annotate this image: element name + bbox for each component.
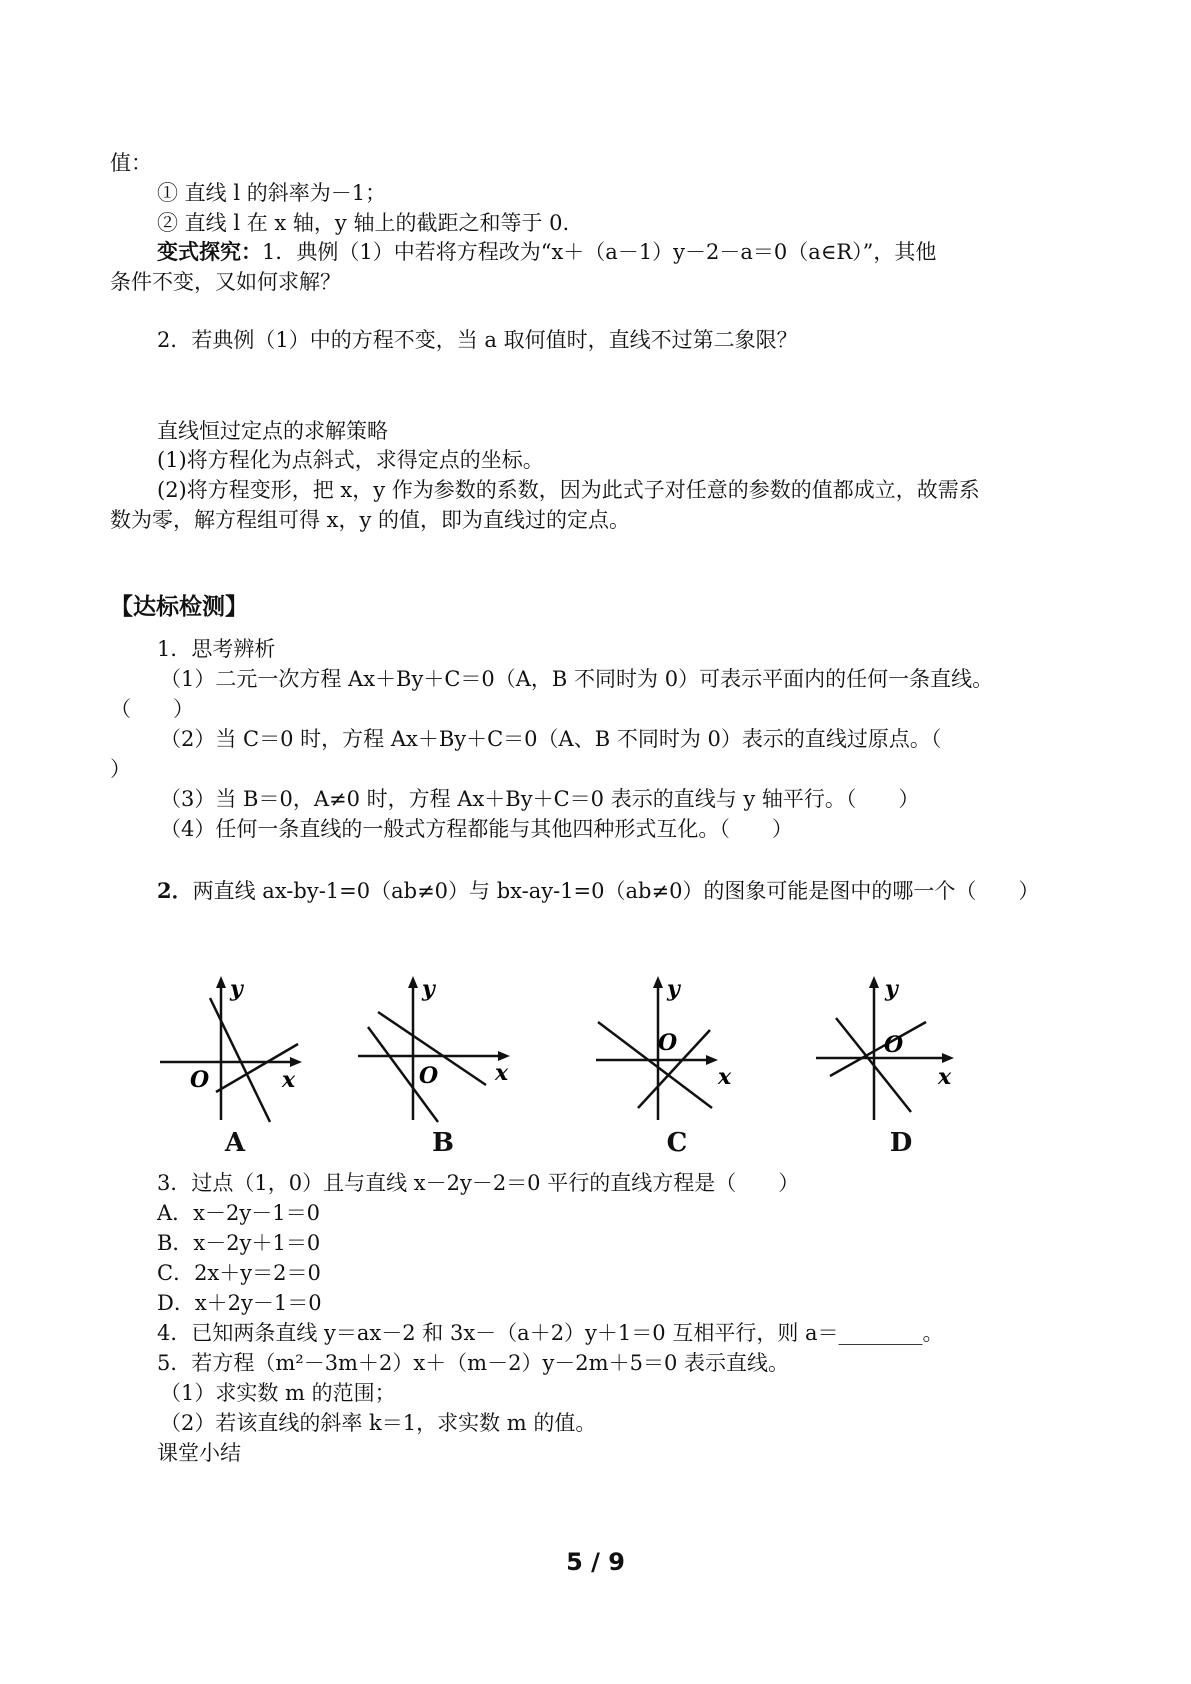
graph-d-label: D <box>889 1128 913 1158</box>
q1-item: （3）当 B＝0，A≠0 时，方程 Ax＋By＋C＝0 表示的直线与 y 轴平行。（ ） <box>160 787 920 811</box>
graph-c-label: C <box>666 1128 688 1158</box>
q5-text: 5．若方程（m²－3m＋2）x＋（m－2）y－2m＋5＝0 表示直线。 <box>157 1351 789 1375</box>
graph-b-x-label: x <box>495 1060 509 1086</box>
graph-a-label: A <box>224 1128 246 1158</box>
q3-text: 3．过点（1，0）且与直线 x－2y－2＝0 平行的直线方程是（ ） <box>157 1171 800 1195</box>
q3-option: B．x－2y＋1＝0 <box>157 1231 321 1255</box>
graph-c-origin-label: O <box>658 1030 678 1056</box>
graph-d-origin-label: O <box>884 1032 904 1058</box>
variant-label: 变式探究： <box>157 239 262 264</box>
text-line: (2)将方程变形，把 x，y 作为参数的系数，因为此式子对任意的参数的值都成立，故需系 <box>157 478 980 502</box>
q1-title: 1．思考辨析 <box>157 637 276 661</box>
q1-item: （2）当 C＝0 时，方程 Ax＋By＋C＝0（A、B 不同时为 0）表示的直线过原点。（ <box>160 727 942 751</box>
graph-c-x-label: x <box>718 1064 732 1090</box>
strategy-title: 直线恒过定点的求解策略 <box>157 419 388 443</box>
summary-title: 课堂小结 <box>157 1441 241 1465</box>
q5-part: （1）求实数 m 的范围； <box>160 1381 396 1405</box>
graph-b-label: B <box>432 1128 454 1158</box>
graph-c-y-label: y <box>667 976 680 1002</box>
q3-option: C．2x＋y＝2＝0 <box>157 1261 321 1285</box>
q3-option: D．x＋2y－1＝0 <box>157 1291 322 1315</box>
q2-number: 2． <box>157 878 193 903</box>
section-heading: 【达标检测】 <box>110 594 248 620</box>
text-line: 条件不变，又如何求解？ <box>110 270 341 294</box>
graph-c <box>592 970 762 1165</box>
q2-text: 两直线 ax-by-1=0（ab≠0）与 bx-ay-1=0（ab≠0）的图象可能是图中的哪一个（ ） <box>192 879 1040 903</box>
q5-part: （2）若该直线的斜率 k＝1，求实数 m 的值。 <box>160 1411 597 1435</box>
graph-d-x-label: x <box>938 1064 952 1090</box>
graph-options <box>150 970 1010 1165</box>
q4-text: 4．已知两条直线 y＝ax－2 和 3x－（a＋2）y＋1＝0 互相平行，则 a＝________。 <box>157 1321 944 1345</box>
text-line: 值： <box>110 151 152 175</box>
q2-line <box>157 876 1039 906</box>
q3-option: A．x－2y－1＝0 <box>157 1201 320 1225</box>
text-line: (1)将方程化为点斜式，求得定点的坐标。 <box>157 448 544 472</box>
graph-a <box>150 970 320 1165</box>
q1-item: （4）任何一条直线的一般式方程都能与其他四种形式互化。（ ） <box>160 817 793 841</box>
q1-blank: （ ） <box>110 697 194 721</box>
graph-b-origin-label: O <box>419 1063 439 1089</box>
q1-blank: ） <box>110 757 131 781</box>
variant-text: 1．典例（1）中若将方程改为“x＋（a－1）y－2－a＝0（a∈R）”，其他 <box>262 240 937 264</box>
graph-b-plot <box>358 970 528 1130</box>
graph-a-plot <box>150 970 320 1130</box>
page-number: 5 / 9 <box>566 1548 625 1576</box>
q1-item: （1）二元一次方程 Ax＋By＋C＝0（A，B 不同时为 0）可表示平面内的任何一条直线。 <box>160 667 994 691</box>
graph-a-x-label: x <box>282 1067 296 1093</box>
graph-d-plot <box>816 970 986 1130</box>
graph-b <box>358 970 528 1165</box>
graph-a-y-label: y <box>230 976 243 1002</box>
graph-d <box>816 970 986 1165</box>
graph-a-origin-label: O <box>190 1067 210 1093</box>
text-line: ② 直线 l 在 x 轴，y 轴上的截距之和等于 0. <box>157 211 570 235</box>
graph-c-plot <box>592 970 762 1130</box>
graph-d-y-label: y <box>885 976 898 1002</box>
graph-b-y-label: y <box>422 976 435 1002</box>
text-line: ① 直线 l 的斜率为－1； <box>157 181 387 205</box>
variant-line <box>157 237 936 267</box>
text-line: 2．若典例（1）中的方程不变，当 a 取何值时，直线不过第二象限？ <box>157 328 798 352</box>
text-line: 数为零，解方程组可得 x，y 的值，即为直线过的定点。 <box>110 508 631 532</box>
